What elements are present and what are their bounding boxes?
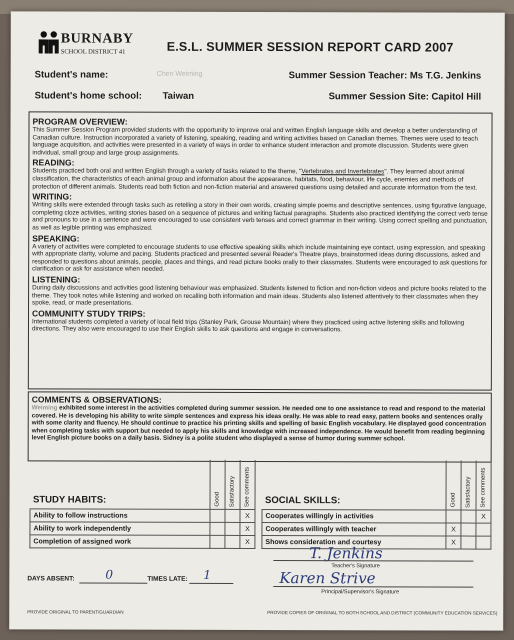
- section-text: Writing skills were extended through tasks such as retelling a story in their own words, creating simple poems and descriptive sentences, using figurative language, completing cloze activities, writing stories based on a sequence of pictures and writing factual paragraphs. Students also practiced identifying the correct verb tense and pronouns to use in a sentence and were encouraged to use consistent verb tenses and correct grammar in their writing. Using correct spelling and punctuation, as well as legible printing was emphasized.: [32, 201, 488, 232]
- row-label: Cooperates willingly with teacher: [262, 523, 446, 536]
- days-absent-label: DAYS ABSENT:: [27, 575, 75, 583]
- section-text: This Summer Session Program provided students with the opportunity to improve oral and written English language skills and develop a better understanding of Canadian culture. Instruction incorporated a variety of listening, speaking, reading and writing activities based on Canadian themes. Themes were used to teach language acquisition, and activities were presented in a variety of ways in order to enhance student interaction and promote discussion. Students were given individual, small group and large group assignments.: [32, 126, 478, 157]
- column-good: Good: [450, 492, 457, 508]
- home-school-value: Taiwan: [162, 90, 195, 102]
- principal-signature: Karen Strive: [279, 569, 376, 588]
- column-satisfactory: Satisfactory: [465, 476, 472, 508]
- mark-cell: [476, 523, 491, 536]
- program-sections-box: [28, 111, 493, 390]
- section-heading: COMMUNITY STUDY TRIPS:: [32, 308, 146, 319]
- column-satisfactory: Satisfactory: [229, 475, 236, 507]
- days-absent-line: [79, 583, 147, 584]
- section-text: International students completed a variety of local field trips (Stanley Park, Grouse Mountain) where they practiced using active listening skills and following directions. They also were encouraged to use their English skills to ask questions and engage in conversations.: [31, 318, 465, 334]
- reading-theme: Vertebrates and Invertebrates: [301, 168, 385, 176]
- study-habits-title: STUDY HABITS:: [30, 459, 210, 509]
- column-see-comments: See comments: [480, 467, 487, 508]
- comments-box: [28, 391, 492, 462]
- table-row: [30, 509, 255, 523]
- section-heading: SPEAKING:: [32, 232, 80, 244]
- mark-cell: X: [240, 522, 255, 535]
- mark-cell: [210, 535, 225, 548]
- mark-cell: [210, 522, 225, 535]
- comments-student-name: Weiming: [31, 404, 58, 412]
- section-text: A variety of activities were completed to encourage students to use effective speaking skills which include maintaining eye contact, using expression, and speaking with appropriate clarity, volume and pacing. Students practiced and presented several Reader's Theatre plays, brainstormed ideas during discussions, asked and responded to questions about animals, people, places and things, and read picture books orally to their classmates. Students were encouraged to ask questions for clarification or ask for assistance when needed.: [32, 242, 488, 274]
- logo-name: BURNABY: [60, 31, 134, 47]
- social-skills-title: SOCIAL SKILLS:: [262, 460, 446, 510]
- student-name-value: Chen Weiming: [156, 70, 203, 78]
- times-late-line: [189, 583, 233, 584]
- mark-cell: [476, 536, 491, 549]
- logo-district: SCHOOL DISTRICT 41: [60, 48, 126, 56]
- teacher-signature: T. Jenkins: [309, 544, 383, 563]
- social-skills-table: [261, 460, 491, 550]
- table-row: [262, 510, 491, 524]
- footer-right: PROVIDE COPIES OF ORIGINAL TO BOTH SCHOOL AND DISTRICT (COMMUNITY EDUCATION SERVICES): [267, 610, 498, 616]
- principal-signature-line: [273, 586, 473, 588]
- site-label: Summer Session Site: Capitol Hill: [328, 91, 482, 103]
- mark-cell: [225, 522, 240, 535]
- mark-cell: X: [240, 535, 255, 548]
- section-heading: WRITING:: [32, 191, 73, 202]
- section-text: Students practiced both oral and written English through a variety of tasks related to the theme, "Vertebrates and Invertebrates". They learned about animal classification, the characteristics of each animal group and information about the appearance, habitats, food, behaviour, life cycle, enemies and methods of protection of different animals. Students read both fiction and non-fiction material and answered questions using detailed and accurate information from the text.: [32, 167, 478, 192]
- column-good: Good: [214, 492, 221, 507]
- mark-cell: [210, 509, 225, 522]
- mark-cell: X: [446, 536, 461, 549]
- mark-cell: [461, 536, 476, 549]
- mark-cell: [461, 523, 476, 536]
- teacher-signature-caption: Teacher's Signature: [331, 563, 380, 570]
- mark-cell: [461, 510, 476, 523]
- column-see-comments: See comments: [244, 466, 251, 507]
- teacher-label: Summer Session Teacher: Ms T.G. Jenkins: [288, 70, 482, 82]
- row-label: Ability to work independently: [30, 522, 210, 535]
- row-label: Ability to follow instructions: [30, 509, 210, 522]
- page-title: E.S.L. SUMMER SESSION REPORT CARD 2007: [166, 39, 454, 55]
- comments-heading: COMMENTS & OBSERVATIONS:: [31, 394, 162, 405]
- mark-cell: [225, 535, 240, 548]
- times-late-value: 1: [203, 567, 211, 582]
- mark-cell: X: [446, 523, 461, 536]
- row-label: Cooperates willingly in activities: [262, 510, 446, 523]
- district-logo: [37, 27, 137, 61]
- table-row: [262, 523, 491, 537]
- mark-cell: X: [240, 509, 255, 522]
- section-heading: LISTENING:: [32, 274, 81, 285]
- mark-cell: X: [476, 510, 491, 523]
- row-label: Completion of assigned work: [30, 535, 210, 548]
- days-absent-value: 0: [105, 567, 113, 582]
- section-heading: READING:: [32, 157, 75, 168]
- comments-text: Weiming exhibited some interest in the activities completed during summer session. He needed one to one assistance to read and respond to the material covered. He is developing his ability to write simple sentences and express his ideas orally. He was able to read easy, pattern books and sentences orally with some clarity and fluency. He should continue to practice his printing skills and spelling of basic English vocabulary. He displayed good concentration when completing tasks with support but needed to apply his skills and knowledge with increased independence. He would benefit from reading beginning level English picture books on a daily basis. Sidney is a polite student who displayed a sense of humor during summer school.: [31, 404, 487, 443]
- footer-left: PROVIDE ORIGINAL TO PARENT/GUARDIAN: [27, 609, 124, 615]
- section-text: During daily discussions and activities good listening behaviour was emphasized. Students listened to fiction and non-fiction videos and picture books related to the theme. They took notes while listening and worked on recalling both information and main ideas. Students also listened attentively to their classmates when they spoke, read, or made presentations.: [32, 284, 487, 307]
- home-school-label: Student's home school:: [34, 90, 142, 102]
- logo-figures-icon: [37, 29, 63, 55]
- student-name-label: Student's name:: [34, 69, 109, 81]
- table-row: [30, 535, 255, 549]
- mark-cell: [225, 509, 240, 522]
- report-card-sheet: [9, 11, 505, 630]
- mark-cell: [446, 510, 461, 523]
- table-row: [30, 522, 255, 536]
- times-late-label: TIMES LATE:: [147, 575, 188, 583]
- study-habits-table: [29, 459, 255, 549]
- section-heading: PROGRAM OVERVIEW:: [32, 116, 128, 127]
- row-label: Shows consideration and courtesy: [262, 536, 446, 549]
- principal-signature-caption: Principal/Supervisor's Signature: [321, 589, 400, 596]
